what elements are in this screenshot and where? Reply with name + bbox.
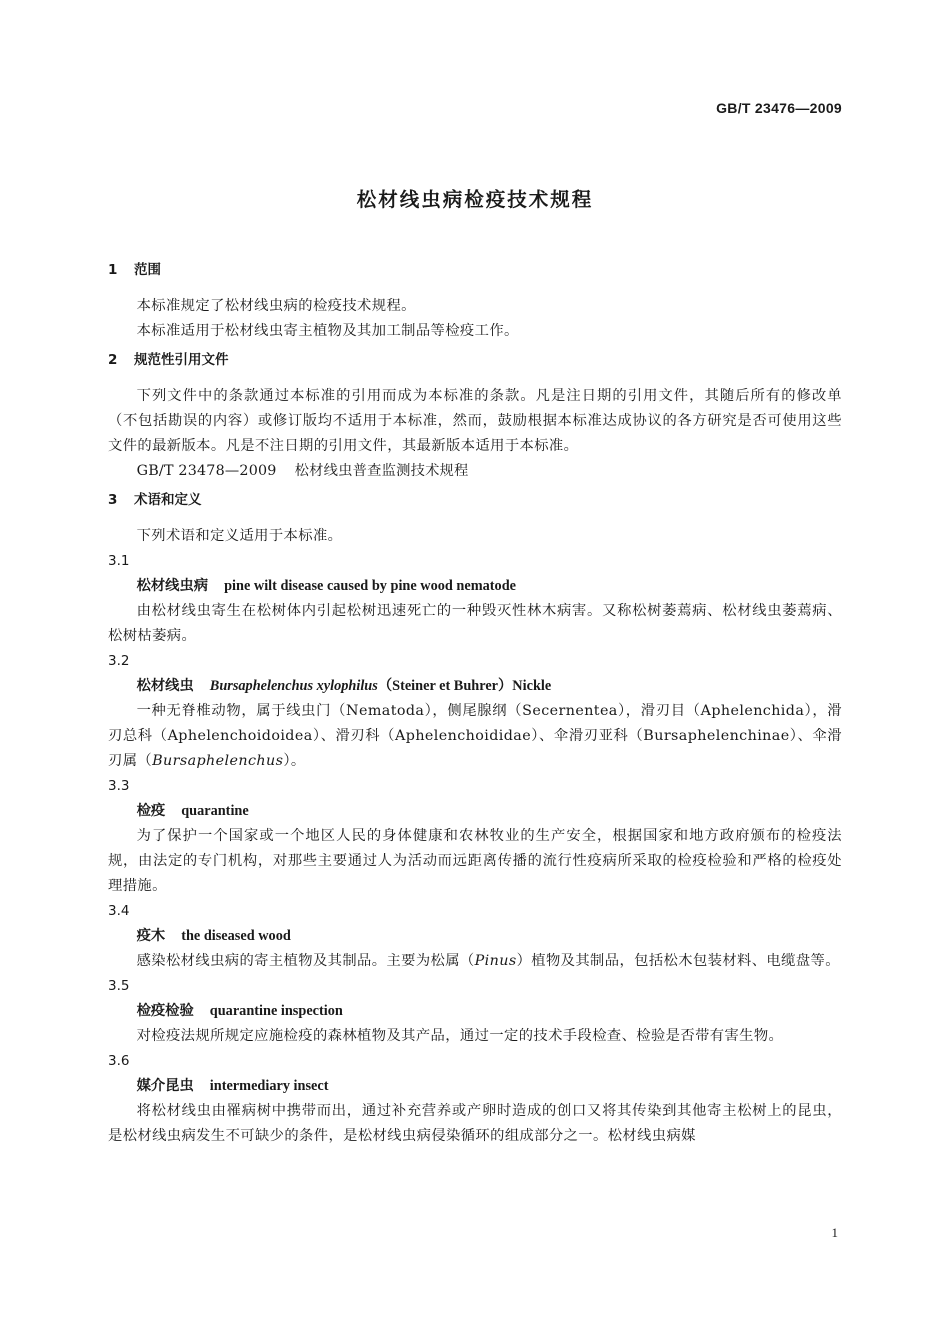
term-en: quarantine inspection bbox=[209, 1003, 343, 1019]
term-zh: 检疫 bbox=[136, 803, 166, 819]
term-heading bbox=[108, 574, 842, 599]
term-number: 3.2 bbox=[108, 653, 130, 669]
term-number: 3.4 bbox=[108, 903, 130, 919]
definition-italic: Bursaphelenchus bbox=[152, 753, 284, 769]
term-number: 3.3 bbox=[108, 778, 130, 794]
term-zh: 媒介昆虫 bbox=[136, 1078, 194, 1094]
paragraph: 本标准规定了松材线虫病的检疫技术规程。 bbox=[136, 298, 416, 314]
term-heading bbox=[108, 924, 842, 949]
term-definition: 为了保护一个国家或一个地区人民的身体健康和农林牧业的生产安全，根据国家和地方政府颁布的检疫法规，由法定的专门机构，对那些主要通过人为活动而远距离传播的流行性疫病所采取的检疫检验和严格的检疫处理措施。 bbox=[108, 828, 842, 894]
term-en: intermediary insect bbox=[209, 1078, 329, 1094]
term-zh: 疫木 bbox=[136, 928, 166, 944]
term-en bbox=[210, 678, 551, 694]
term-en: the diseased wood bbox=[181, 928, 291, 944]
term-definition: 由松材线虫寄生在松树体内引起松树迅速死亡的一种毁灭性林木病害。又称松树萎蔫病、松材线虫萎蔫病、松树枯萎病。 bbox=[108, 603, 842, 644]
term-definition bbox=[108, 949, 842, 974]
section-title: 规范性引用文件 bbox=[134, 352, 229, 368]
term-heading bbox=[108, 999, 842, 1024]
term-heading bbox=[108, 799, 842, 824]
section-title: 术语和定义 bbox=[134, 492, 202, 508]
standard-number: GB/T 23476—2009 bbox=[716, 100, 842, 116]
paragraph: 本标准适用于松材线虫寄主植物及其加工制品等检疫工作。 bbox=[136, 323, 519, 339]
term-en-authority: （Steiner et Buhrer）Nickle bbox=[377, 678, 552, 694]
definition-text: ）植物及其制品，包括松木包装材料、电缆盘等。 bbox=[516, 953, 840, 969]
term-number: 3.1 bbox=[108, 553, 130, 569]
term-definition: 对检疫法规所规定应施检疫的森林植物及其产品，通过一定的技术手段检查、检验是否带有害生物。 bbox=[136, 1028, 784, 1044]
term-heading bbox=[108, 1074, 842, 1099]
document-title: 松材线虫病检疫技术规程 bbox=[356, 188, 594, 211]
term-definition: 将松材线虫由罹病树中携带而出，通过补充营养或产卵时造成的创口又将其传染到其他寄主松树上的昆虫，是松材线虫病发生不可缺少的条件，是松材线虫病侵染循环的组成部分之一。松材线虫病媒 bbox=[108, 1103, 842, 1144]
section-title: 范围 bbox=[134, 262, 161, 278]
reference-code: GB/T 23478—2009 bbox=[136, 463, 277, 479]
paragraph: 下列术语和定义适用于本标准。 bbox=[136, 528, 343, 544]
definition-text: ）。 bbox=[283, 753, 306, 769]
term-zh: 检疫检验 bbox=[136, 1003, 194, 1019]
section-heading-3 bbox=[108, 488, 842, 513]
term-zh: 松材线虫 bbox=[136, 678, 194, 694]
term-en: quarantine bbox=[181, 803, 249, 819]
section-number: 3 bbox=[108, 492, 118, 508]
definition-text: 感染松材线虫病的寄主植物及其制品。主要为松属（ bbox=[136, 953, 475, 969]
term-number: 3.6 bbox=[108, 1053, 130, 1069]
term-en-scientific: Bursaphelenchus xylophilus bbox=[209, 678, 378, 694]
section-heading-1 bbox=[108, 258, 842, 283]
document-body bbox=[108, 258, 842, 1149]
section-number: 1 bbox=[108, 262, 118, 278]
term-en: pine wilt disease caused by pine wood nematode bbox=[224, 578, 516, 594]
reference-name: 松材线虫普查监测技术规程 bbox=[294, 463, 469, 479]
definition-italic: Pinus bbox=[474, 953, 517, 969]
term-heading bbox=[108, 674, 842, 699]
section-heading-2 bbox=[108, 348, 842, 373]
term-definition bbox=[108, 699, 842, 774]
paragraph: 下列文件中的条款通过本标准的引用而成为本标准的条款。凡是注日期的引用文件，其随后所有的修改单（不包括勘误的内容）或修订版均不适用于本标准，然而，鼓励根据本标准达成协议的各方研究是否可使用这些文件的最新版本。凡是不注日期的引用文件，其最新版本适用于本标准。 bbox=[108, 388, 842, 454]
term-zh: 松材线虫病 bbox=[136, 578, 209, 594]
normative-reference bbox=[108, 459, 842, 484]
section-number: 2 bbox=[108, 352, 118, 368]
term-number: 3.5 bbox=[108, 978, 130, 994]
page-number: 1 bbox=[831, 1225, 838, 1240]
definition-text: 一种无脊椎动物，属于线虫门（Nematoda），侧尾腺纲（Secernentea），滑刃目（Aphelenchida），滑刃总科（Aphelenchoidoidea）、滑刃科（Aphelenchoididae）、伞滑刃亚科（Bursaphelenchinae）、伞滑刃属（ bbox=[108, 703, 842, 769]
